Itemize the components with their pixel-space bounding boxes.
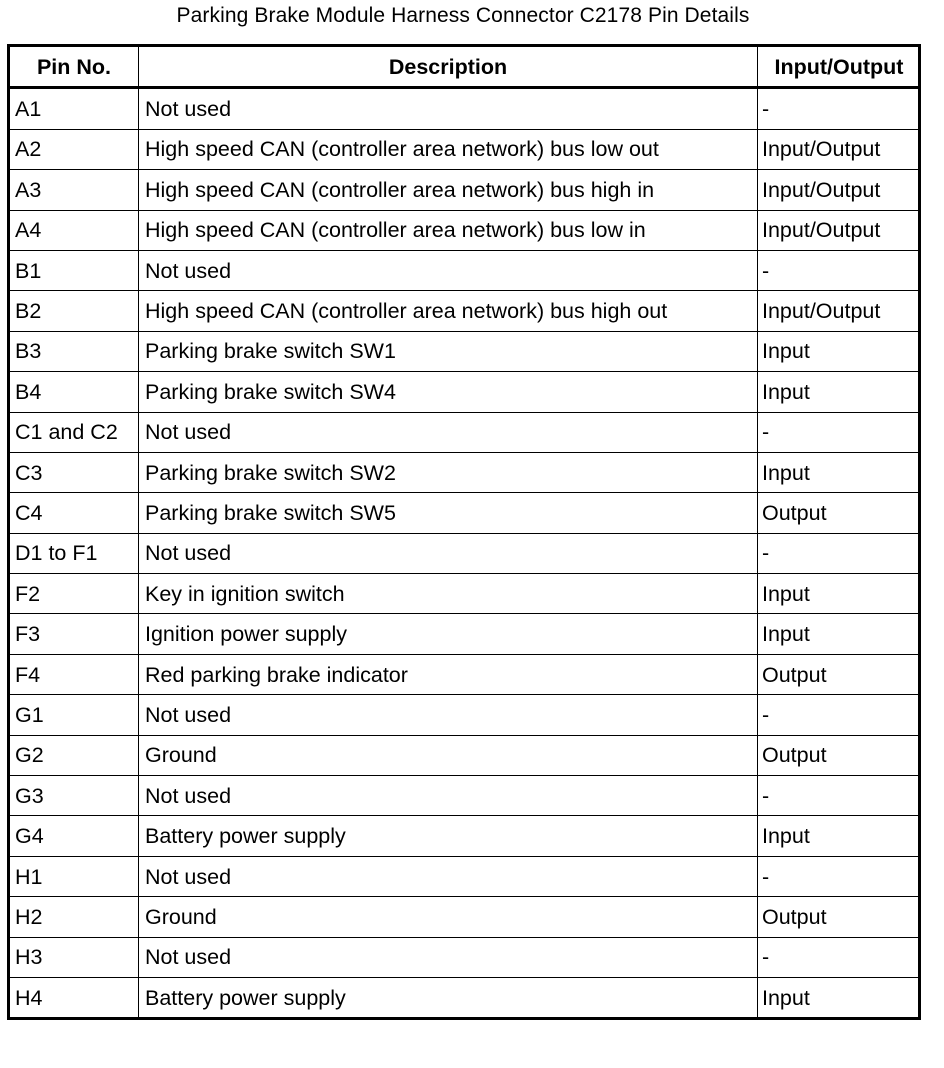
table-row	[9, 614, 920, 654]
io-cell: Input	[758, 372, 920, 412]
pin-cell: F4	[9, 654, 139, 694]
table-row	[9, 977, 920, 1018]
pin-cell: D1 to F1	[9, 533, 139, 573]
table-row	[9, 493, 920, 533]
io-cell: -	[758, 88, 920, 129]
table-row	[9, 695, 920, 735]
description-cell: Not used	[139, 776, 758, 816]
table-row	[9, 291, 920, 331]
table-row	[9, 735, 920, 775]
table-row	[9, 412, 920, 452]
pin-cell: B3	[9, 331, 139, 371]
pin-cell: G2	[9, 735, 139, 775]
table-row	[9, 937, 920, 977]
table-row	[9, 331, 920, 371]
pin-cell: G3	[9, 776, 139, 816]
pin-cell: B2	[9, 291, 139, 331]
pin-cell: F3	[9, 614, 139, 654]
io-cell: -	[758, 533, 920, 573]
pin-cell: A4	[9, 210, 139, 250]
pin-details-table	[7, 44, 921, 1020]
pin-cell: A3	[9, 170, 139, 210]
column-header-io: Input/Output	[758, 46, 920, 88]
pin-cell: H3	[9, 937, 139, 977]
io-cell: -	[758, 856, 920, 896]
description-cell: High speed CAN (controller area network) bus high in	[139, 170, 758, 210]
description-cell: Not used	[139, 88, 758, 129]
io-cell: Input/Output	[758, 129, 920, 169]
io-cell: Input/Output	[758, 291, 920, 331]
io-cell: -	[758, 695, 920, 735]
table-row	[9, 210, 920, 250]
description-cell: Not used	[139, 412, 758, 452]
table-row	[9, 776, 920, 816]
page-title: Parking Brake Module Harness Connector C2178 Pin Details	[176, 4, 750, 27]
io-cell: -	[758, 412, 920, 452]
table-row	[9, 372, 920, 412]
description-cell: Not used	[139, 937, 758, 977]
io-cell: Input	[758, 331, 920, 371]
table-row	[9, 856, 920, 896]
io-cell: Input	[758, 977, 920, 1018]
io-cell: -	[758, 250, 920, 290]
table-row	[9, 533, 920, 573]
table-row	[9, 452, 920, 492]
description-cell: Not used	[139, 856, 758, 896]
pin-cell: H2	[9, 897, 139, 937]
description-cell: Red parking brake indicator	[139, 654, 758, 694]
description-cell: Parking brake switch SW2	[139, 452, 758, 492]
pin-cell: B4	[9, 372, 139, 412]
table-row	[9, 250, 920, 290]
description-cell: Parking brake switch SW4	[139, 372, 758, 412]
description-cell: Ground	[139, 897, 758, 937]
column-header-description: Description	[139, 46, 758, 88]
pin-cell: G1	[9, 695, 139, 735]
io-cell: Input	[758, 574, 920, 614]
pin-cell: H1	[9, 856, 139, 896]
description-cell: Ground	[139, 735, 758, 775]
table-body	[9, 88, 920, 1019]
pin-cell: G4	[9, 816, 139, 856]
io-cell: Input	[758, 452, 920, 492]
table-row	[9, 170, 920, 210]
io-cell: Input/Output	[758, 170, 920, 210]
description-cell: Not used	[139, 695, 758, 735]
io-cell: -	[758, 937, 920, 977]
pin-cell: H4	[9, 977, 139, 1018]
table-row	[9, 816, 920, 856]
description-cell: Parking brake switch SW5	[139, 493, 758, 533]
io-cell: Input/Output	[758, 210, 920, 250]
description-cell: High speed CAN (controller area network) bus high out	[139, 291, 758, 331]
io-cell: Input	[758, 614, 920, 654]
description-cell: Key in ignition switch	[139, 574, 758, 614]
io-cell: Output	[758, 897, 920, 937]
description-cell: High speed CAN (controller area network) bus low out	[139, 129, 758, 169]
pin-cell: A1	[9, 88, 139, 129]
description-cell: Not used	[139, 250, 758, 290]
description-cell: High speed CAN (controller area network) bus low in	[139, 210, 758, 250]
pin-cell: A2	[9, 129, 139, 169]
table-row	[9, 654, 920, 694]
table-header-row	[9, 46, 920, 88]
pin-cell: C1 and C2	[9, 412, 139, 452]
io-cell: Output	[758, 654, 920, 694]
io-cell: Input	[758, 816, 920, 856]
table-row	[9, 129, 920, 169]
description-cell: Battery power supply	[139, 977, 758, 1018]
table-row	[9, 897, 920, 937]
pin-cell: C4	[9, 493, 139, 533]
pin-cell: C3	[9, 452, 139, 492]
table-row	[9, 574, 920, 614]
description-cell: Ignition power supply	[139, 614, 758, 654]
description-cell: Not used	[139, 533, 758, 573]
column-header-pin: Pin No.	[9, 46, 139, 88]
description-cell: Battery power supply	[139, 816, 758, 856]
table-row	[9, 88, 920, 129]
description-cell: Parking brake switch SW1	[139, 331, 758, 371]
io-cell: Output	[758, 493, 920, 533]
io-cell: -	[758, 776, 920, 816]
pin-cell: B1	[9, 250, 139, 290]
io-cell: Output	[758, 735, 920, 775]
pin-cell: F2	[9, 574, 139, 614]
